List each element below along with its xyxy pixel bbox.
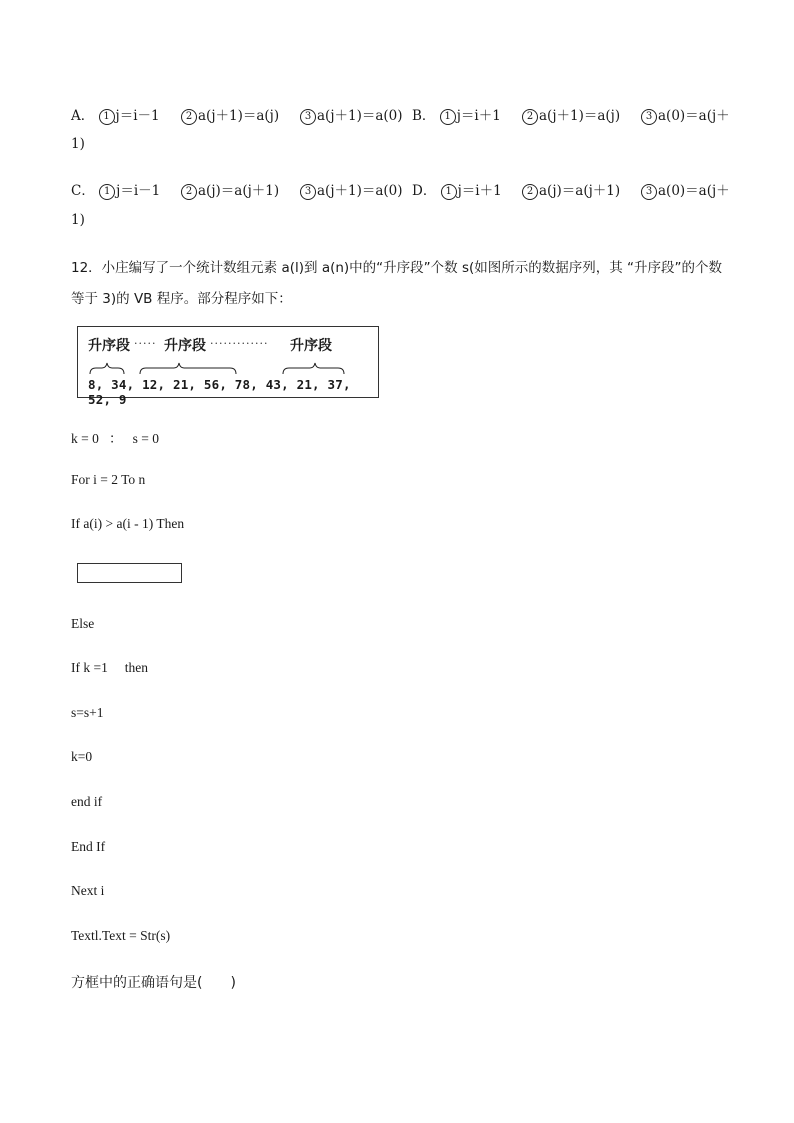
ascending-segment-figure bbox=[77, 326, 379, 407]
option-b-label: B． bbox=[412, 108, 436, 124]
option-c-2: a(j)＝a(j＋1) bbox=[198, 183, 280, 199]
option-c-1: j＝i－1 bbox=[116, 183, 161, 199]
option-d-3: a(0)＝a(j＋ bbox=[658, 183, 730, 199]
circled-number-2: 2 bbox=[522, 109, 538, 125]
circled-number-1: 1 bbox=[99, 109, 115, 125]
option-b-3-wrap bbox=[641, 104, 730, 125]
option-b-1: j＝i＋1 bbox=[456, 108, 501, 124]
option-c-3-wrap bbox=[300, 179, 403, 200]
option-row-cd bbox=[71, 179, 160, 200]
circled-number-2: 2 bbox=[181, 184, 197, 200]
option-c-label: C． bbox=[71, 183, 95, 199]
code-line-7: k=0 bbox=[71, 749, 93, 764]
option-d-3-wrap-line: 1) bbox=[71, 212, 85, 228]
option-a-1: j＝i－1 bbox=[115, 108, 160, 124]
segment-label-3: 升序段 bbox=[290, 338, 332, 354]
circled-number-2: 2 bbox=[181, 109, 197, 125]
option-row-ab bbox=[71, 104, 160, 125]
option-d-wrap bbox=[412, 179, 502, 200]
option-a-3: a(j＋1)＝a(0) bbox=[317, 108, 403, 124]
option-d-1: j＝i＋1 bbox=[457, 183, 502, 199]
option-a-2-wrap bbox=[181, 104, 279, 125]
code-line-6: s=s+1 bbox=[71, 705, 104, 720]
option-a-label: A． bbox=[71, 108, 95, 124]
option-b-2: a(j＋1)＝a(j) bbox=[539, 108, 621, 124]
dotted-leader-1: ····· bbox=[134, 337, 157, 350]
question-12-line-1: 12．小庄编写了一个统计数组元素 a(l)到 a(n)中的“升序段”个数 s(如图所示的数据序列，其 “升序段”的个数 bbox=[71, 260, 723, 276]
option-b-3: a(0)＝a(j＋ bbox=[658, 108, 730, 124]
circled-number-2: 2 bbox=[522, 184, 538, 200]
circled-number-1: 1 bbox=[99, 184, 115, 200]
option-b-2-wrap bbox=[522, 104, 620, 125]
code-line-5: If k =1 then bbox=[71, 660, 148, 675]
option-a-3-wrap bbox=[300, 104, 403, 125]
code-line-2: For i = 2 To n bbox=[71, 472, 146, 487]
circled-number-3: 3 bbox=[300, 184, 316, 200]
code-line-1: k = 0 ： s = 0 bbox=[71, 431, 159, 446]
code-line-9: End If bbox=[71, 839, 106, 854]
code-line-11: Textl.Text = Str(s) bbox=[71, 928, 171, 943]
code-line-4: Else bbox=[71, 616, 95, 631]
circled-number-3: 3 bbox=[641, 109, 657, 125]
option-d-label: D． bbox=[412, 183, 437, 199]
circled-number-3: 3 bbox=[641, 184, 657, 200]
question-12-line-2: 等于 3)的 VB 程序。部分程序如下： bbox=[71, 291, 292, 307]
circled-number-3: 3 bbox=[300, 109, 316, 125]
option-b-wrap bbox=[412, 104, 501, 125]
question-prompt: 方框中的正确语句是( ) bbox=[71, 975, 236, 991]
answer-blank-box bbox=[77, 563, 182, 583]
option-d-2: a(j)＝a(j＋1) bbox=[539, 183, 621, 199]
dotted-leader-2: ············· bbox=[210, 337, 269, 350]
option-c-2-wrap bbox=[181, 179, 279, 200]
option-d-3-wrap bbox=[641, 179, 730, 200]
segment-label-2: 升序段 bbox=[164, 338, 206, 354]
option-a-2: a(j＋1)＝a(j) bbox=[198, 108, 280, 124]
segment-label-1: 升序段 bbox=[88, 338, 130, 354]
code-line-10: Next i bbox=[71, 883, 105, 898]
circled-number-1: 1 bbox=[440, 109, 456, 125]
circled-number-1: 1 bbox=[441, 184, 457, 200]
code-line-8: end if bbox=[71, 794, 103, 809]
code-line-3: If a(i) > a(i - 1) Then bbox=[71, 516, 185, 531]
option-b-3-wrap-line: 1) bbox=[71, 136, 85, 152]
option-d-2-wrap bbox=[522, 179, 620, 200]
data-sequence: 8, 34, 12, 21, 56, 78, 43, 21, 37, 52, 9 bbox=[88, 377, 351, 407]
option-c-3: a(j＋1)＝a(0) bbox=[317, 183, 403, 199]
